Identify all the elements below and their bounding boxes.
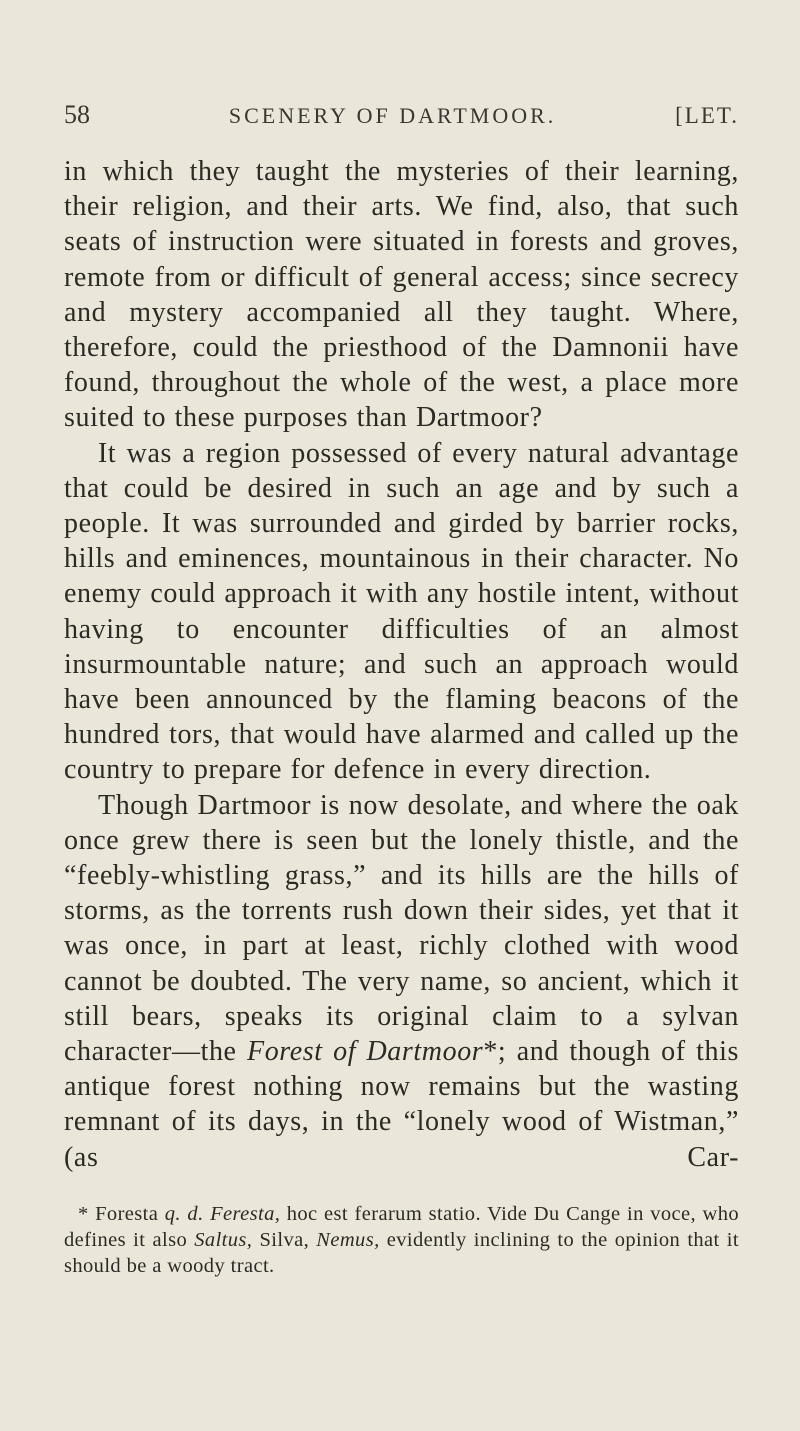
- paragraph-text: *; and though of this antique forest nothing now remains but the wasting remnant of its days, in the “lonely wood of Wistman,” (as Car-: [64, 1036, 739, 1173]
- running-head: SCENERY OF DARTMOOR.: [228, 103, 557, 128]
- paragraph-text: It was a region possessed of every natural advantage that could be desired in such an age and by such a people. It was surrounded and girded by barrier rocks, hills and eminences, mountainous in their character. No enemy could approach it with any hostile intent, without having to encounter difficulties of an almost insurmountable nature; and such an approach would have been announced by the flaming beacons of the hundred tors, that would have alarmed and called up the country to prepare for defence in every direction.: [64, 437, 739, 786]
- footnote-italic: q. d.: [164, 1202, 204, 1225]
- paragraph-3: [64, 788, 739, 1175]
- footnote-text: evidently inclining to the opinion that it should be a woody tract.: [64, 1228, 739, 1277]
- italic-phrase: Forest of Dartmoor: [247, 1036, 484, 1068]
- footnote-text: Silva,: [252, 1228, 317, 1251]
- page-number: 58: [64, 100, 90, 129]
- footnote-italic: Feresta,: [210, 1202, 281, 1225]
- footnote-text: * Foresta: [78, 1202, 165, 1225]
- body-text: [64, 154, 739, 1175]
- page-header: [64, 100, 739, 132]
- book-page: [64, 100, 739, 1279]
- paragraph-text: in which they taught the mysteries of their learning, their religion, and their arts. We find, also, that such seats of instruction were situated in forests and groves, remote from or difficult of general access; since secrecy and mystery accompanied all they taught. Where, therefore, could the priesthood of the Damnonii have found, throughout the whole of the west, a place more suited to these purposes than Dartmoor?: [64, 156, 739, 434]
- footnote-italic: Nemus,: [316, 1228, 380, 1251]
- footnote: [64, 1201, 739, 1279]
- section-marker: [LET.: [675, 103, 739, 128]
- footnote-italic: Saltus,: [194, 1228, 253, 1251]
- footnote-text: hoc est ferarum statio. Vide Du Cange in voce, who defines it also: [64, 1202, 740, 1251]
- paragraph-1: [64, 154, 739, 436]
- paragraph-2: [64, 436, 739, 788]
- paragraph-text: Though Dartmoor is now desolate, and where the oak once grew there is seen but the lonely thistle, and the “feebly-whistling grass,” and its hills are the hills of storms, as the torrents rush down their sides, yet that it was once, in part at least, richly clothed with wood cannot be doubted. The very name, so ancient, which it still bears, speaks its original claim to a sylvan character—the: [64, 789, 739, 1068]
